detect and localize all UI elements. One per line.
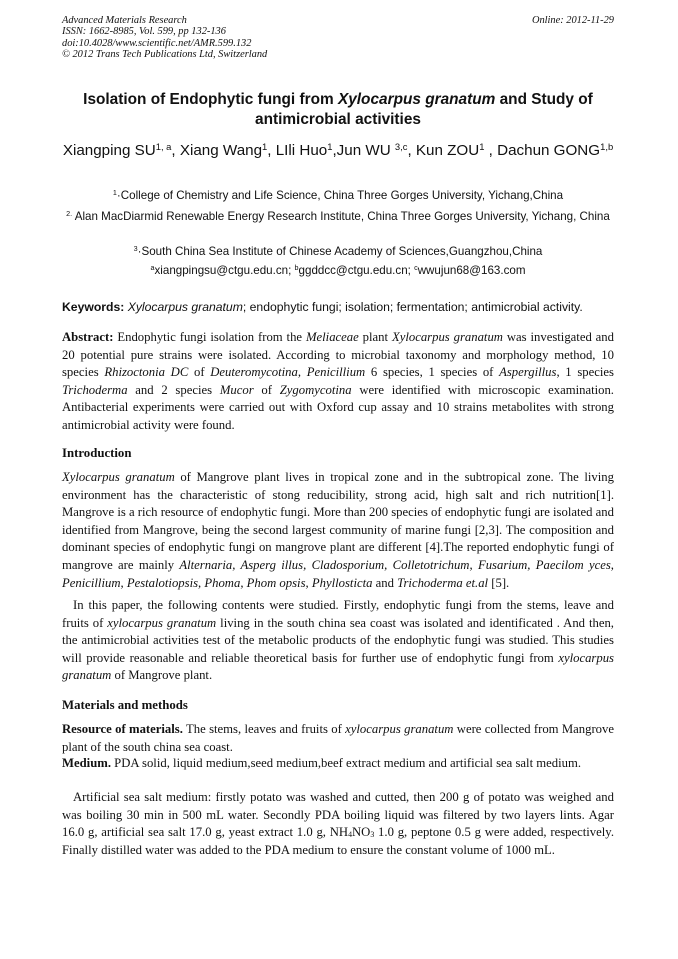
paper-title: Isolation of Endophytic fungi from Xylocarpus granatum and Study of antimicrobial activities bbox=[83, 91, 593, 128]
issn-line: ISSN: 1662-8985, Vol. 599, pp 132-136 bbox=[62, 26, 226, 38]
affiliation-3: $^3$·South China Sea Institute of Chinese Academy of Sciences,Guangzhou,China bbox=[133, 244, 543, 258]
journal-header bbox=[62, 15, 614, 61]
doi-line[interactable]: doi:10.4028/www.scientific.net/AMR.599.132 bbox=[62, 37, 252, 49]
online-date: Online: 2012-11-29 bbox=[531, 15, 614, 26]
email-line: $^a$xiangpingsu@ctgu.edu.cn; $^b$ggddcc@ctgu.edu.cn; $^c$wwujun68@163.com bbox=[150, 263, 526, 277]
medium-paragraph: Medium. PDA solid, liquid medium,seed medium,beef extract medium and artificial sea salt medium. bbox=[62, 756, 582, 770]
methods-heading: Materials and methods bbox=[62, 698, 188, 712]
affiliation-2: $^{2.}$ Alan MacDiarmid Renewable Energy Research Institute, China Three Gorges University, Yichang, China bbox=[66, 209, 610, 223]
email-link-b[interactable]: ggddcc@ctgu.edu.cn; bbox=[298, 264, 415, 277]
sea-salt-medium-paragraph: Artificial sea salt medium: firstly potato was washed and cutted, then 200 g of potato was weighed and was boiling 30 min in 500 mL water. Secondly PDA boiling liquid was filtered by two layers lints. Agar 16.0 g, artificial sea salt 17.0 g, yeast extract 1.0 g, $NH_4NO_3$ 1.0 g, peptone 0.5 g were added, respectively. Finally distilled water was added to the PDA medium to ensure the constant volume of 1000 mL. bbox=[62, 790, 615, 857]
affiliation-1: $^1$·College of Chemistry and Life Science, China Three Gorges University, Yichang,China bbox=[112, 188, 564, 202]
keywords: Keywords: Xylocarpus granatum; endophytic fungi; isolation; fermentation; antimicrobial activity. bbox=[62, 300, 583, 314]
email-link-c[interactable]: wwujun68@163.com bbox=[417, 264, 526, 277]
introduction-paragraph-1: Xylocarpus granatum of Mangrove plant lives in tropical zone and in the subtropical zone. The living environment has the characteristic of stong reducibility, strong acid, high salt and rich nutrition[1]. Mangrove is a rich resource of endophytic fungi. More than 200 species of endophytic fungi are isolated and identified from Mangrove, being the second largest community of marine fungi [2,3]. The composition and dominant species of endophytic fungi on mangrove plant are different [4].The reported endophytic fungi of mangrove are mainly Alternaria, Asperg illus, Cladosporium, Colletotrichum, Fusarium, Paecilom yces, Penicillium, Pestalotiopsis, Phoma, Phom opsis, Phyllosticta and Trichoderma et.al [5]. bbox=[62, 470, 614, 590]
resource-of-materials: Resource of materials. The stems, leaves and fruits of xylocarpus granatum were collected from Mangrove plant of the south china sea coast. bbox=[62, 722, 615, 754]
journal-name: Advanced Materials Research bbox=[62, 15, 187, 26]
author-list: Xiangping SU$^{1, a}$, Xiang Wang$^1$, LIli Huo$^1$,Jun WU $^{3,c}$, Kun ZOU$^1$ , Dachun GONG$^{1,b}$ bbox=[62, 140, 614, 159]
copyright-line: © 2012 Trans Tech Publications Ltd, Switzerland bbox=[62, 49, 268, 61]
abstract: Abstract: Endophytic fungi isolation from the Meliaceae plant Xylocarpus granatum was investigated and 20 potential pure strains were isolated. According to microbial taxonomy and morphology method, 10 species Rhizoctonia DC of Deuteromycotina, Penicillium 6 species, 1 species of Aspergillus, 1 species Trichoderma and 2 species Mucor of Zygomycotina were identified with microscopic examination. Antibacterial experiments were carried out with Oxford cup assay and 10 strains metabolites with strong antimicrobial activity were found. bbox=[62, 330, 614, 432]
introduction-paragraph-2: In this paper, the following contents were studied. Firstly, endophytic fungi from the stems, leave and fruits of xylocarpus granatum living in the south china sea coast was isolated and identificated . And then, the antimicrobial activities test of the metabolic products of the endophytic fungi was studied. This studies will provide reasonable and reliable theoretical basis for further use of endophytic fungi from xylocarpus granatum of Mangrove plant. bbox=[62, 598, 614, 683]
introduction-heading: Introduction bbox=[62, 446, 132, 460]
email-link-a[interactable]: xiangpingsu@ctgu.edu.cn; bbox=[154, 264, 295, 277]
